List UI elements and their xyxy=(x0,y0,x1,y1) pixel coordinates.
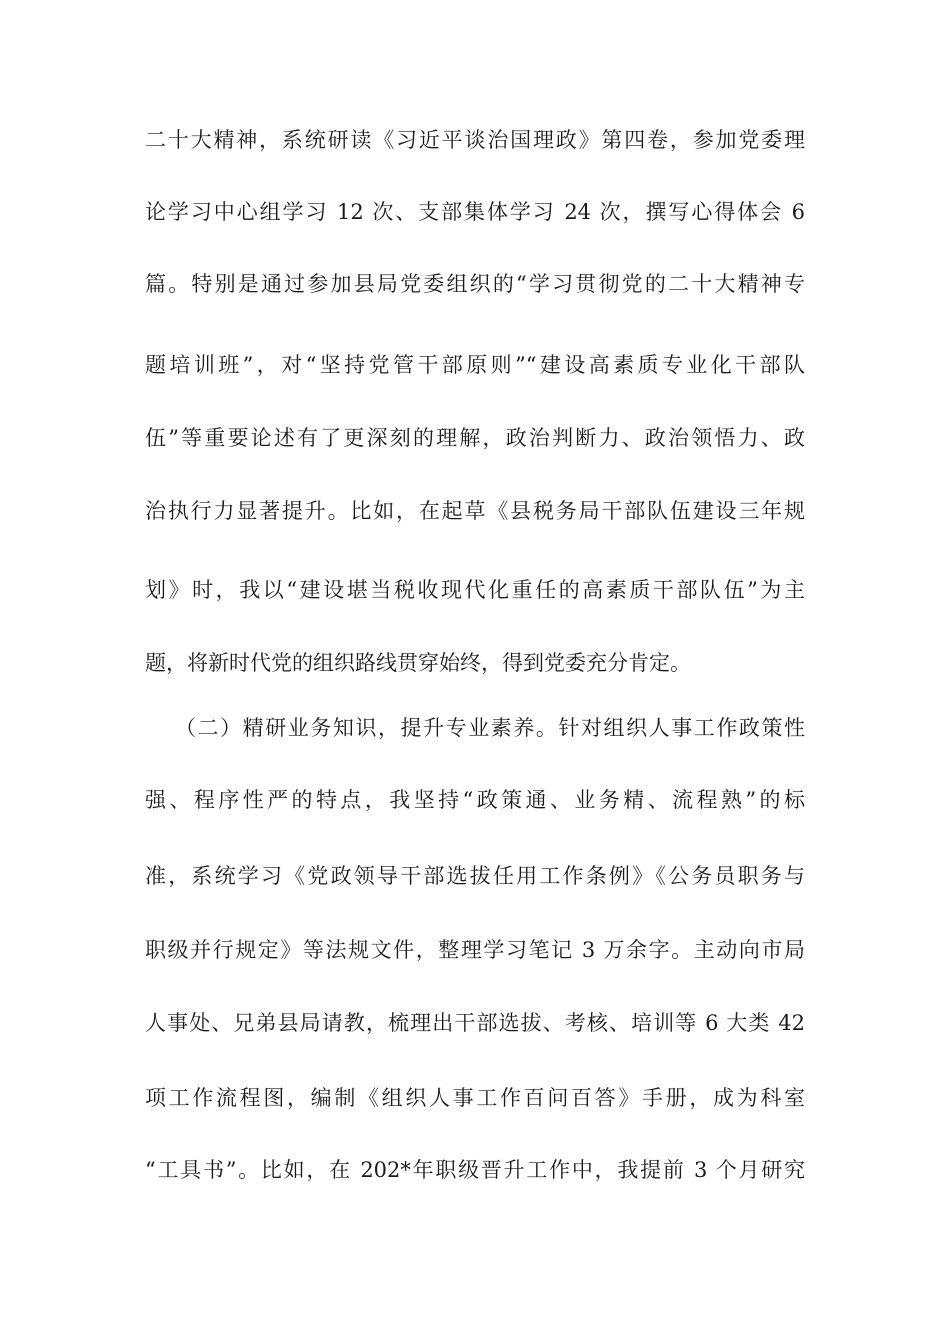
paragraph-line: 人事处、兄弟县局请教，梳理出干部选拔、考核、培训等 6 大类 42 xyxy=(145,1011,805,1035)
paragraph-line: 题培训班”，对“坚持党管干部原则”“建设高素质专业化干部队 xyxy=(145,353,805,377)
paragraph-line: 强、程序性严的特点，我坚持“政策通、业务精、流程熟”的标 xyxy=(145,788,805,812)
paragraph-line: 治执行力显著提升。比如，在起草《县税务局干部队伍建设三年规 xyxy=(145,499,805,523)
paragraph-line: 职级并行规定》等法规文件，整理学习笔记 3 万余字。主动向市局 xyxy=(145,938,805,962)
section-heading-line: （二）精研业务知识，提升专业素养。针对组织人事工作政策性 xyxy=(175,716,805,740)
paragraph-line: 项工作流程图，编制《组织人事工作百问百答》手册，成为科室 xyxy=(145,1086,805,1110)
paragraph-line: 划》时，我以“建设堪当税收现代化重任的高素质干部队伍”为主 xyxy=(145,578,805,602)
paragraph-line: 篇。特别是通过参加县局党委组织的“学习贯彻党的二十大精神专 xyxy=(145,272,805,296)
paragraph-line: 伍”等重要论述有了更深刻的理解，政治判断力、政治领悟力、政 xyxy=(145,426,805,450)
paragraph-line: 题，将新时代党的组织路线贯穿始终，得到党委充分肯定。 xyxy=(145,651,691,675)
paragraph-line: 二十大精神，系统研读《习近平谈治国理政》第四卷，参加党委理 xyxy=(145,128,805,152)
paragraph-line: “工具书”。比如，在 202*年职级晋升工作中，我提前 3 个月研究 xyxy=(145,1158,805,1182)
paragraph-line: 准，系统学习《党政领导干部选拔任用工作条例》《公务员职务与 xyxy=(145,864,805,888)
paragraph-line: 论学习中心组学习 12 次、支部集体学习 24 次，撰写心得体会 6 xyxy=(145,200,805,224)
